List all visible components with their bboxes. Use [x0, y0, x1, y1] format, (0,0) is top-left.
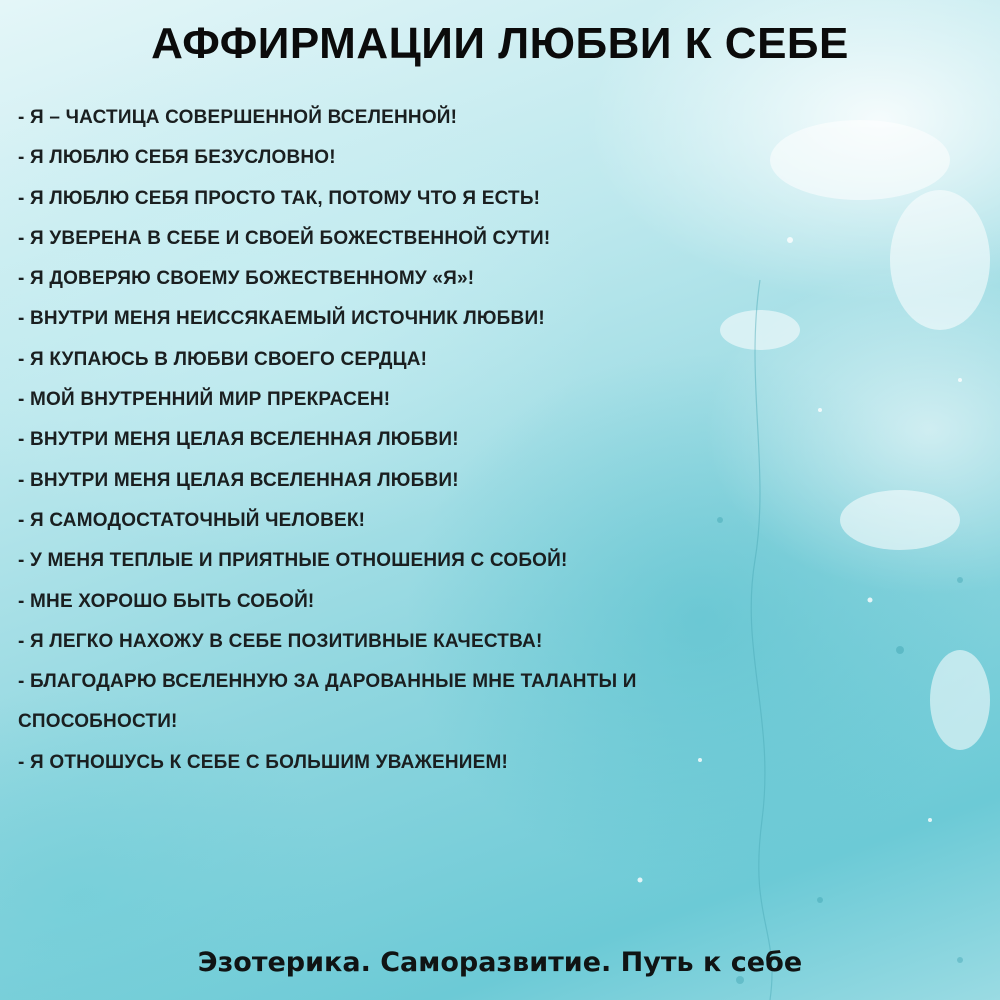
list-item: - МНЕ ХОРОШО БЫТЬ СОБОЙ! — [18, 590, 315, 612]
list-item: - Я ОТНОШУСЬ К СЕБЕ С БОЛЬШИМ УВАЖЕНИЕМ! — [18, 751, 509, 773]
footer-caption: Эзотерика. Саморазвитие. Путь к себе — [197, 947, 803, 978]
affirmations-list — [18, 98, 918, 783]
list-item: - Я – ЧАСТИЦА СОВЕРШЕННОЙ ВСЕЛЕННОЙ! — [18, 107, 458, 128]
list-item: - Я ЛЕГКО НАХОЖУ В СЕБЕ ПОЗИТИВНЫЕ КАЧЕСТВА! — [18, 630, 543, 652]
page-title: АФФИРМАЦИИ ЛЮБВИ К СЕБЕ — [151, 19, 849, 68]
list-item: - ВНУТРИ МЕНЯ НЕИССЯКАЕМЫЙ ИСТОЧНИК ЛЮБВИ! — [18, 308, 545, 330]
list-item: - Я ДОВЕРЯЮ СВОЕМУ БОЖЕСТВЕННОМУ «Я»! — [18, 268, 475, 290]
list-item: - Я ЛЮБЛЮ СЕБЯ ПРОСТО ТАК, ПОТОМУ ЧТО Я ЕСТЬ! — [18, 187, 541, 209]
list-item: - ВНУТРИ МЕНЯ ЦЕЛАЯ ВСЕЛЕННАЯ ЛЮБВИ! — [18, 469, 459, 491]
list-item: - МОЙ ВНУТРЕННИЙ МИР ПРЕКРАСЕН! — [18, 389, 391, 411]
list-item: - У МЕНЯ ТЕПЛЫЕ И ПРИЯТНЫЕ ОТНОШЕНИЯ С СОБОЙ! — [18, 550, 568, 572]
list-item: - БЛАГОДАРЮ ВСЕЛЕННУЮ ЗА ДАРОВАННЫЕ МНЕ ТАЛАНТЫ И — [18, 671, 637, 693]
list-item: - Я ЛЮБЛЮ СЕБЯ БЕЗУСЛОВНО! — [18, 147, 336, 169]
list-item: - Я САМОДОСТАТОЧНЫЙ ЧЕЛОВЕК! — [18, 509, 366, 531]
list-item: - Я УВЕРЕНА В СЕБЕ И СВОЕЙ БОЖЕСТВЕННОЙ СУТИ! — [18, 227, 551, 249]
list-item: СПОСОБНОСТИ! — [18, 711, 178, 733]
list-item: - Я КУПАЮСЬ В ЛЮБВИ СВОЕГО СЕРДЦА! — [18, 348, 428, 370]
list-item: - ВНУТРИ МЕНЯ ЦЕЛАЯ ВСЕЛЕННАЯ ЛЮБВИ! — [18, 429, 459, 451]
